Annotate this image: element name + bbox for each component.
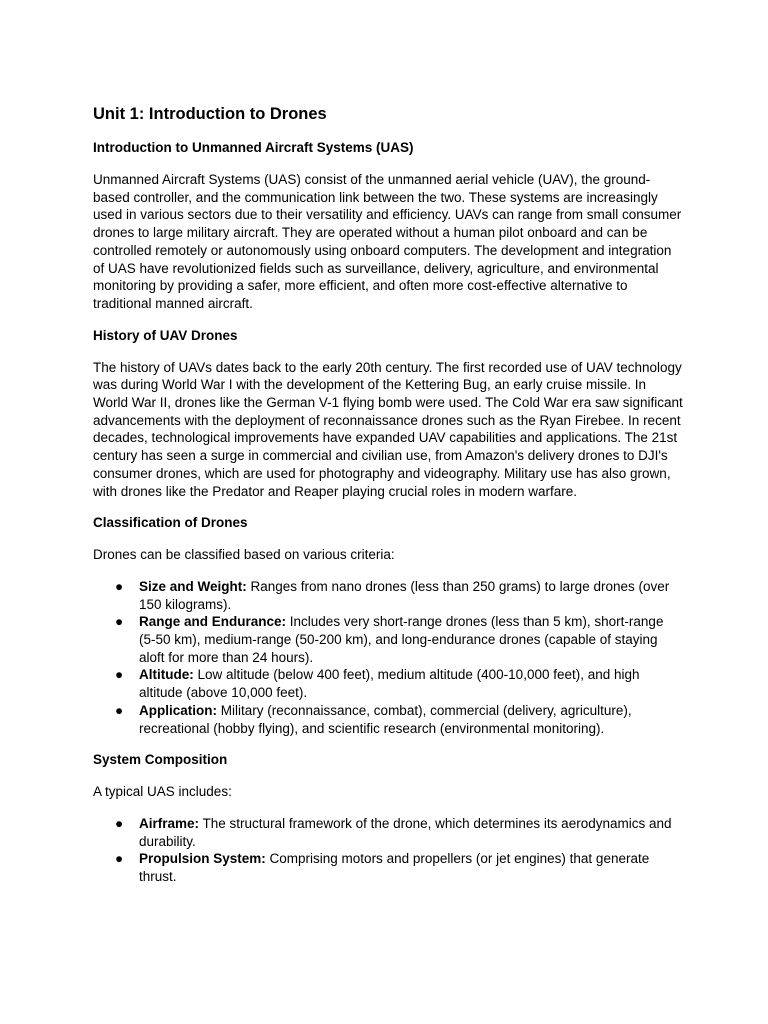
list-item-text: Ranges from nano drones (less than 250 grams) to large drones (over 150 kilograms). <box>139 578 670 612</box>
bullet-icon: ● <box>115 702 124 718</box>
list-item-text: Low altitude (below 400 feet), medium altitude (400-10,000 feet), and high altitude (above 10,000 feet). <box>139 667 640 701</box>
bullet-icon: ● <box>115 667 124 683</box>
bullet-icon: ● <box>115 578 124 594</box>
list-item-text: Military (reconnaissance, combat), commercial (delivery, agriculture), recreational (hobby flying), and scientific research (environmental monitoring). <box>139 702 632 736</box>
list-item-term: Airframe: <box>139 815 200 831</box>
list-item-text: The structural framework of the drone, which determines its aerodynamics and durability. <box>139 815 672 849</box>
list-item-term: Range and Endurance: <box>139 614 287 630</box>
bullet-icon: ● <box>115 614 124 630</box>
composition-intro: A typical UAS includes: <box>93 784 232 800</box>
list-item <box>93 578 683 613</box>
classification-list <box>93 578 683 737</box>
document-page <box>93 103 683 900</box>
page-title: Unit 1: Introduction to Drones <box>93 105 327 123</box>
composition-list <box>93 815 683 886</box>
list-item-text: Includes very short-range drones (less than 5 km), short-range (5-50 km), medium-range (50-200 km), and long-endurance drones (capable of staying aloft for more than 24 hours). <box>139 614 664 665</box>
list-item <box>93 666 683 701</box>
list-item <box>93 850 683 885</box>
section-paragraph-intro: Unmanned Aircraft Systems (UAS) consist of the unmanned aerial vehicle (UAV), the ground-based controller, and the communication link between the two. These systems are increasingly used in various sectors due to their versatility and efficiency. UAVs can range from small consumer drones to large military aircraft. They are operated without a human pilot onboard and can be controlled remotely or autonomously using onboard computers. The development and integration of UAS have revolutionized fields such as surveillance, delivery, agriculture, and environmental monitoring by providing a safer, more efficient, and often more cost-effective alternative to traditional manned aircraft. <box>93 172 682 311</box>
bullet-icon: ● <box>115 851 124 867</box>
section-paragraph-history: The history of UAVs dates back to the early 20th century. The first recorded use of UAV technology was during World War I with the development of the Kettering Bug, an early cruise missile. In World War II, drones like the German V-1 flying bomb were used. The Cold War era saw significant advancements with the deployment of reconnaissance drones such as the Ryan Firebee. In recent decades, technological improvements have expanded UAV capabilities and applications. The 21st century has seen a surge in commercial and civilian use, from Amazon's delivery drones to DJI's consumer drones, which are used for photography and videography. Military use has also grown, with drones like the Predator and Reaper playing crucial roles in modern warfare. <box>93 359 683 499</box>
classification-intro: Drones can be classified based on various criteria: <box>93 547 395 563</box>
list-item-term: Altitude: <box>139 667 194 683</box>
list-item <box>93 613 683 666</box>
list-item-term: Propulsion System: <box>139 851 266 867</box>
list-item <box>93 702 683 737</box>
section-heading-history: History of UAV Drones <box>93 327 238 343</box>
list-item <box>93 815 683 850</box>
section-heading-classification: Classification of Drones <box>93 515 248 531</box>
bullet-icon: ● <box>115 815 124 831</box>
section-heading-intro: Introduction to Unmanned Aircraft Systems (UAS) <box>93 140 414 155</box>
list-item-term: Application: <box>139 702 217 718</box>
list-item-term: Size and Weight: <box>139 578 247 594</box>
list-item-text: Comprising motors and propellers (or jet engines) that generate thrust. <box>139 851 650 885</box>
section-heading-composition: System Composition <box>93 752 228 768</box>
